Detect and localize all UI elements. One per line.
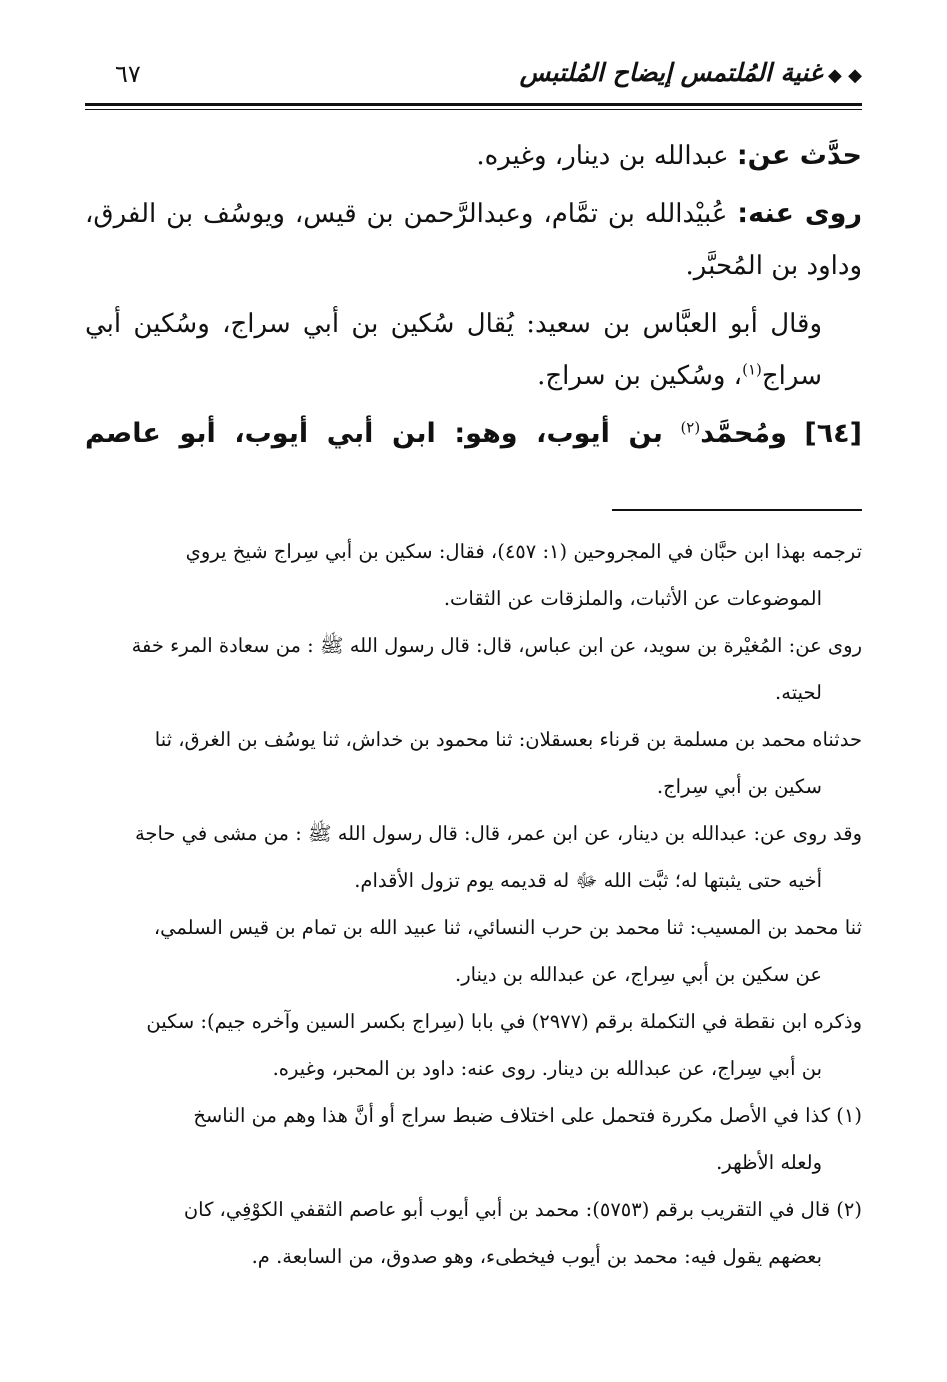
footnote-continuation: ولعله الأظهر. — [716, 1151, 822, 1174]
footnote-block — [85, 810, 862, 904]
diamond-ornament-icon: ◆ ◆ — [828, 65, 862, 86]
page-number: ٦٧ — [115, 60, 141, 88]
header-rule-thick — [85, 103, 862, 106]
abu-abbas-tail: ، وسُكين بن سراج. — [537, 361, 743, 391]
footnote-block — [85, 716, 862, 810]
entry-64 — [85, 408, 862, 460]
footnote-line: (٢) قال في التقريب برقم (٥٧٥٣): محمد بن أبي أيوب أبو عاصم الثقفي الكوْفِي، كان — [183, 1198, 862, 1221]
footnote-separator — [612, 509, 862, 511]
header-rule-thin — [85, 109, 862, 110]
label-narrated-from: حدَّث عن: — [736, 140, 862, 171]
narrators-text: عُبيْدالله بن تمَّام، وعبدالرَّحمن بن قيس، ويوسُف بن الفرق، وداود بن المُحبَّر. — [85, 199, 862, 281]
entry-name: ومُحمَّد — [700, 418, 787, 449]
footnote-line: ثنا محمد بن المسيب: ثنا محمد بن حرب النسائي، ثنا عبيد الله بن تمام بن قيس السلمي، — [153, 916, 862, 939]
abu-abbas-text: وقال أبو العبَّاس بن سعيد: يُقال سُكين بن أبي سراج، وسُكين أبي سراج — [85, 309, 822, 391]
footnote-2 — [85, 1186, 862, 1280]
paragraph-abu-abbas — [85, 298, 862, 402]
footnote-line: وقد روى عن: عبدالله بن دينار، عن ابن عمر، قال: قال رسول الله ﷺ : من مشى في حاجة — [134, 822, 862, 845]
footnote-block — [85, 622, 862, 716]
footnote-continuation: أخيه حتى يثبتها له؛ ثبَّت الله ﷻ له قديمه يوم تزول الأقدام. — [354, 869, 822, 892]
footnotes — [85, 528, 862, 1280]
label-narrators: روى عنه: — [737, 198, 863, 229]
footnote-continuation: بعضهم يقول فيه: محمد بن أيوب فيخطىء، وهو صدوق، من السابعة. م. — [251, 1245, 822, 1268]
footnote-ref-2[interactable]: (٢) — [680, 418, 701, 437]
footnote-continuation: لحيته. — [775, 681, 822, 704]
paragraph-narrators — [85, 188, 862, 292]
footnote-continuation: الموضوعات عن الأثبات، والملزقات عن الثقات. — [443, 587, 822, 610]
footnote-line: (١) كذا في الأصل مكررة فتحمل على اختلاف ضبط سراج أو أنَّ هذا وهم من الناسخ — [193, 1104, 862, 1127]
footnote-block — [85, 528, 862, 622]
footnote-line: روى عن: المُغيْرة بن سويد، عن ابن عباس، قال: قال رسول الله ﷺ : من سعادة المرء خفة — [131, 634, 862, 657]
footnote-line: وذكره ابن نقطة في التكملة برقم (٢٩٧٧) في بابا (سِراج بكسر السين وآخره جيم): سكين — [146, 1010, 862, 1033]
entry-number: [٦٤] — [804, 418, 863, 449]
footnote-line: ترجمه بهذا ابن حبَّان في المجروحين (١: ٤٥٧)، فقال: سكين بن أبي سِراج شيخ يروي — [185, 540, 862, 563]
footnote-ref-1[interactable]: (١) — [742, 360, 762, 379]
running-header — [85, 58, 862, 92]
book-title: غنية المُلتمس إيضاح المُلتبس — [519, 58, 823, 87]
footnote-continuation: عن سكين بن أبي سِراج، عن عبدالله بن دينار. — [455, 963, 822, 986]
paragraph-narrated-from — [85, 130, 862, 182]
footnote-continuation: سكين بن أبي سِراج. — [656, 775, 822, 798]
footnote-line: حدثناه محمد بن مسلمة بن قرناء بعسقلان: ثنا محمود بن خداش، ثنا يوسُف بن الغرق، ثنا — [154, 728, 862, 751]
running-title — [520, 58, 862, 87]
footnote-block — [85, 998, 862, 1092]
narrated-from-text: عبدالله بن دينار، وغيره. — [476, 141, 729, 171]
entry-name-continued: بن أيوب، وهو: ابن أبي أيوب، أبو عاصم — [85, 418, 663, 449]
footnote-continuation: بن أبي سِراج، عن عبدالله بن دينار. روى عنه: داود بن المحبر، وغيره. — [272, 1057, 822, 1080]
footnote-1 — [85, 1092, 862, 1186]
main-text — [85, 130, 862, 466]
footnote-block — [85, 904, 862, 998]
